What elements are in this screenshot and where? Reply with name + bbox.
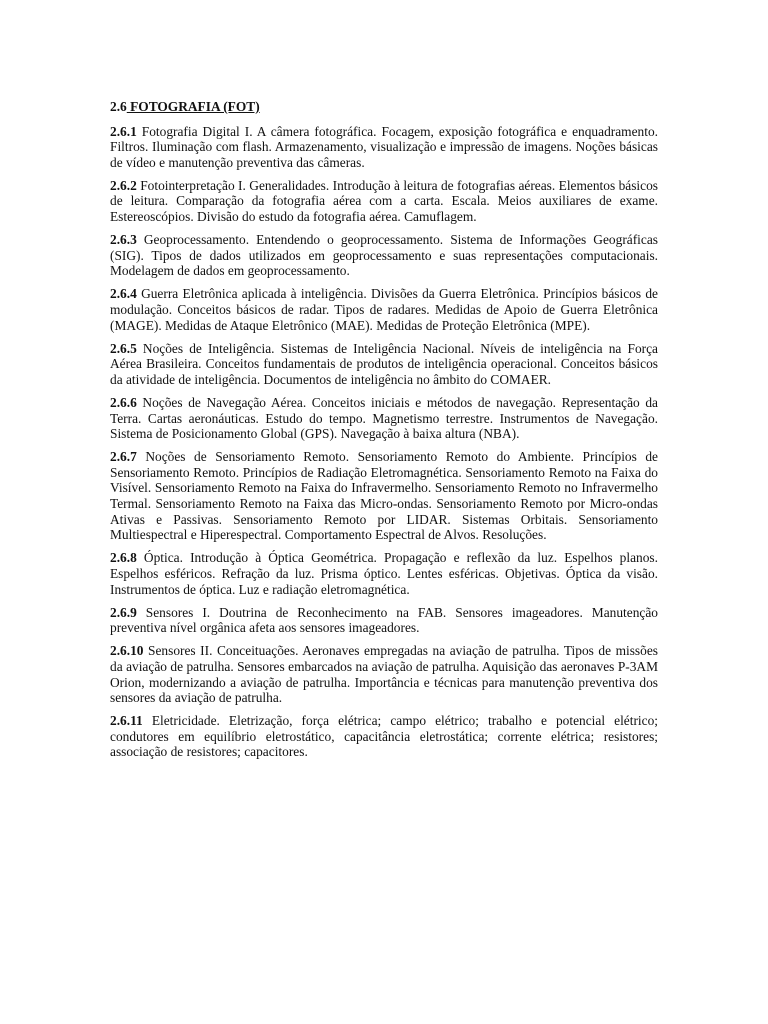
document-page <box>110 99 658 767</box>
item-number: 2.6.9 <box>110 604 137 620</box>
item-text: Fotografia Digital I. A câmera fotográfica. Focagem, exposição fotográfica e enquadramento. Filtros. Iluminação com flash. Armazenamento, visualização e impressão de imagens. Noções básicas de vídeo e manutenção preventiva das câmeras. <box>110 123 658 170</box>
item-number: 2.6.2 <box>110 177 137 193</box>
paragraph-2-6-2 <box>110 178 658 225</box>
item-text: Geoprocessamento. Entendendo o geoprocessamento. Sistema de Informações Geográficas (SIG). Tipos de dados utilizados em geoprocessamento e suas representações computacionais. Modelagem de dados em geoprocessamento. <box>110 232 658 279</box>
item-number: 2.6.7 <box>110 449 137 465</box>
item-number: 2.6.4 <box>110 286 137 302</box>
item-text: Noções de Inteligência. Sistemas de Inteligência Nacional. Níveis de inteligência na Força Aérea Brasileira. Conceitos fundamentais de produtos de inteligência operacional. Conceitos básicos da atividade de inteligência. Documentos de inteligência no âmbito do COMAER. <box>110 340 658 387</box>
item-number: 2.6.6 <box>110 395 137 410</box>
item-text: Sensores II. Conceituações. Aeronaves empregadas na aviação de patrulha. Tipos de missões da aviação de patrulha. Sensores embarcados na aviação de patrulha. Aquisição das aeronaves P-3AM Orion, modernizando a aviação de patrulha. Importância e técnicas para manutenção preventiva dos sensores da aviação de patrulha. <box>110 643 658 706</box>
item-text: Sensores I. Doutrina de Reconhecimento na FAB. Sensores imageadores. Manutenção preventiva nível orgânica afeta aos sensores imageadores. <box>110 604 658 636</box>
item-text: Fotointerpretação I. Generalidades. Introdução à leitura de fotografias aéreas. Elementos básicos de leitura. Comparação da fotografia aérea com a carta. Escala. Meios auxiliares de exame. Estereoscópios. Divisão do estudo da fotografia aérea. Camuflagem. <box>110 177 658 225</box>
item-text: Noções de Sensoriamento Remoto. Sensoriamento Remoto do Ambiente. Princípios de Sensoriamento Remoto. Princípios de Radiação Eletromagnética. Sensoriamento Remoto na Faixa do Visível. Sensoriamento Remoto na Faixa do Infravermelho. Sensoriamento Remoto no Infravermelho Termal. Sensoriamento Remoto na Faixa das Micro-ondas. Sensoriamento Remoto por Micro-ondas Ativas e Passivas. Sensoriamento Remoto por LIDAR. Sistemas Orbitais. Sensoriamento Multiespectral e Hiperespectral. Comportamento Espectral de Alvos. Resoluções. <box>110 449 658 543</box>
paragraph-2-6-6 <box>110 395 658 442</box>
paragraph-2-6-7 <box>110 449 658 543</box>
item-number: 2.6.10 <box>110 643 144 659</box>
paragraph-2-6-8 <box>110 550 658 597</box>
item-text: Guerra Eletrônica aplicada à inteligência. Divisões da Guerra Eletrônica. Princípios básicos de modulação. Conceitos básicos de radar. Tipos de radares. Medidas de Apoio de Guerra Eletrônica (MAGE). Medidas de Ataque Eletrônico (MAE). Medidas de Proteção Eletrônica (MPE). <box>110 286 658 333</box>
paragraph-2-6-5 <box>110 341 658 388</box>
section-number: 2.6 <box>110 99 127 114</box>
item-text: Óptica. Introdução à Óptica Geométrica. Propagação e reflexão da luz. Espelhos planos. Espelhos esféricos. Refração da luz. Prisma óptico. Lentes esféricas. Objetivas. Óptica da visão. Instrumentos de óptica. Luz e radiação eletromagnética. <box>110 550 658 597</box>
section-heading <box>110 99 658 115</box>
item-number: 2.6.1 <box>110 123 137 139</box>
item-text: Eletricidade. Eletrização, força elétrica; campo elétrico; trabalho e potencial elétrico; condutores em equilíbrio eletrostático, capacitância eletrostática; corrente elétrica; resistores; associação de resistores; capacitores. <box>110 713 658 760</box>
paragraph-2-6-4 <box>110 286 658 333</box>
item-number: 2.6.5 <box>110 340 137 356</box>
paragraph-2-6-10 <box>110 643 658 705</box>
paragraph-2-6-9 <box>110 605 658 636</box>
item-number: 2.6.11 <box>110 713 143 729</box>
section-title: FOTOGRAFIA (FOT) <box>126 99 260 114</box>
paragraph-2-6-11 <box>110 713 658 760</box>
paragraph-2-6-1 <box>110 124 658 171</box>
paragraph-2-6-3 <box>110 232 658 279</box>
item-number: 2.6.3 <box>110 232 137 248</box>
item-number: 2.6.8 <box>110 550 137 566</box>
item-text: Noções de Navegação Aérea. Conceitos iniciais e métodos de navegação. Representação da Terra. Cartas aeronáuticas. Estudo do tempo. Magnetismo terrestre. Instrumentos de Navegação. Sistema de Posicionamento Global (GPS). Navegação à baixa altura (NBA). <box>110 395 658 442</box>
